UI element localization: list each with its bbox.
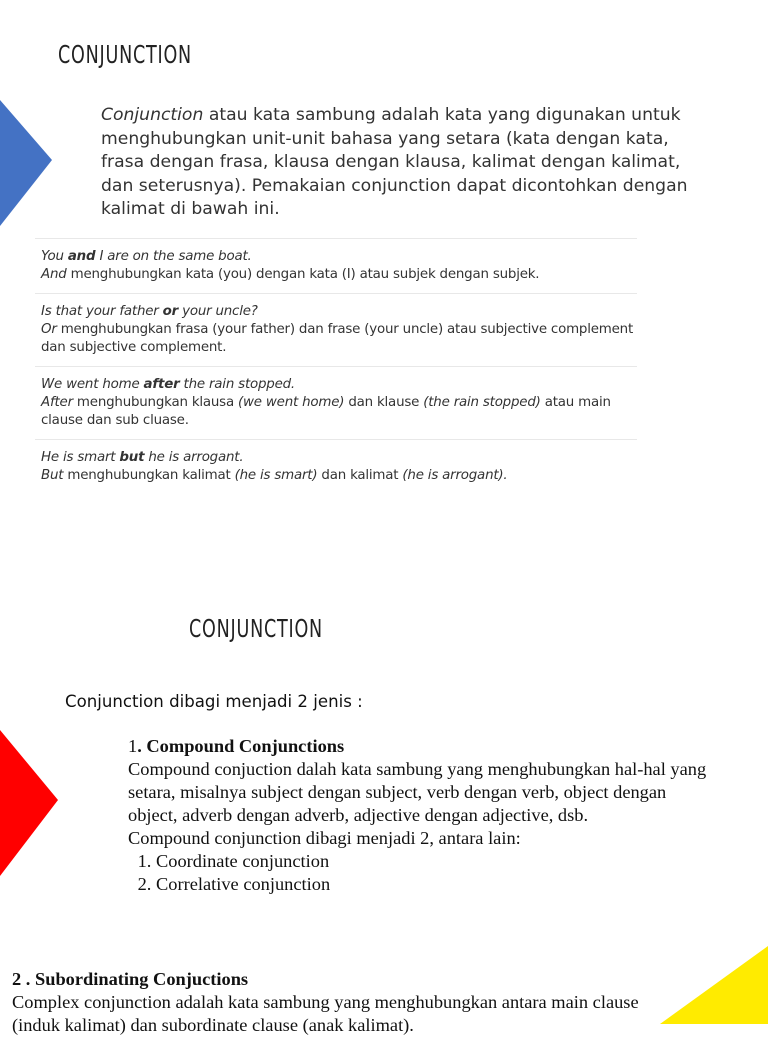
compound-list [128,850,708,896]
example-and [35,238,637,293]
slide-title: CONJUNCTION [189,614,323,643]
example-explanation: Or menghubungkan frasa (your father) dan frase (your uncle) atau subjective complement dan subjective complement. [41,322,633,355]
yellow-triangle-shape [660,946,768,1024]
example-explanation: After menghubungkan klausa (we went home) dan klause (the rain stopped) atau main clause dan sub cluase. [41,395,611,428]
lead-text: Conjunction dibagi menjadi 2 jenis : [65,692,363,711]
slide-2 [0,600,768,1035]
example-explanation: And menghubungkan kata (you) dengan kata (I) atau subjek dengan subjek. [41,267,540,282]
example-sentence: We went home after the rain stopped. [41,377,295,392]
slide-title: CONJUNCTION [58,40,192,69]
example-explanation: But menghubungkan kalimat (he is smart) dan kalimat (he is arrogant). [41,468,508,483]
compound-paragraph: Compound conjuction dalah kata sambung yang menghubungkan hal-hal yang setara, misalnya subject dengan subject, verb dengan verb, object dengan object, adverb dengan adverb, adjective dengan adjective, dsb. [128,759,707,825]
intro-paragraph [101,104,701,222]
slide-1 [0,0,768,510]
example-sentence: You and I are on the same boat. [41,249,252,264]
example-after [35,366,637,439]
intro-text: atau kata sambung adalah kata yang digunakan untuk menghubungkan unit-unit bahasa yang setara (kata dengan kata, frasa dengan frasa, klausa dengan klausa, kalimat dengan kalimat, dan seterusnya). Pemakaian conjunction dapat dicontohkan dengan kalimat di bawah ini. [101,105,688,220]
list-item: 2. Correlative conjunction [156,873,708,896]
subordinating-heading: 2 . Subordinating Conjuctions [12,969,249,989]
example-or [35,293,637,366]
red-diamond-shape [0,730,60,876]
subordinating-section [12,968,652,1037]
compound-section [128,735,708,896]
blue-arrow-shape [0,100,52,226]
compound-paragraph-2: Compound conjunction dibagi menjadi 2, antara lain: [128,828,521,848]
compound-heading: 1. Compound Conjunctions [128,736,345,756]
examples-list [35,238,637,494]
example-sentence: Is that your father or your uncle? [41,304,258,319]
example-sentence: He is smart but he is arrogant. [41,450,244,465]
list-item: 1. Coordinate conjunction [156,850,708,873]
example-but [35,439,637,494]
subordinating-paragraph: Complex conjunction adalah kata sambung yang menghubungkan antara main clause (induk kalimat) dan subordinate clause (anak kalimat). [12,992,639,1035]
intro-term: Conjunction [101,105,204,125]
